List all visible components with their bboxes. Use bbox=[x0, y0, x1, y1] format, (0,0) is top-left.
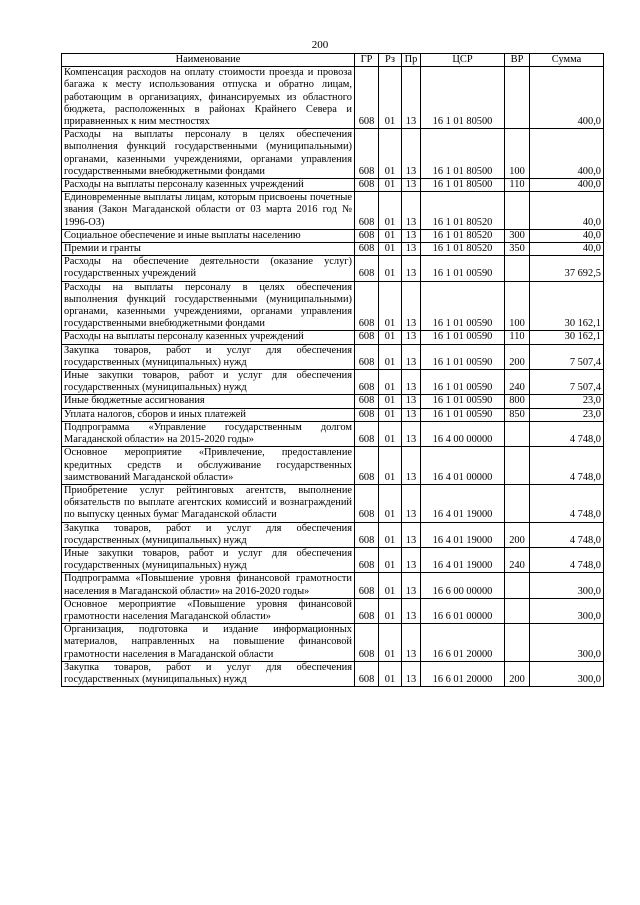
row-vr bbox=[505, 573, 530, 598]
row-csr: 16 1 01 80520 bbox=[421, 192, 505, 230]
table-row bbox=[62, 395, 604, 408]
row-rz: 01 bbox=[379, 370, 402, 395]
row-rz: 01 bbox=[379, 395, 402, 408]
row-name: Закупка товаров, работ и услуг для обеспечения государственных (муниципальных) нужд bbox=[62, 522, 355, 547]
row-pr: 13 bbox=[402, 547, 421, 572]
row-vr: 240 bbox=[505, 547, 530, 572]
table-row bbox=[62, 447, 604, 485]
row-rz: 01 bbox=[379, 344, 402, 369]
table-row bbox=[62, 573, 604, 598]
row-vr: 850 bbox=[505, 408, 530, 421]
table-row bbox=[62, 370, 604, 395]
header-sum: Сумма bbox=[530, 54, 604, 67]
table-row bbox=[62, 344, 604, 369]
row-vr bbox=[505, 624, 530, 662]
table-row bbox=[62, 331, 604, 344]
row-name: Расходы на выплаты персоналу казенных учреждений bbox=[62, 179, 355, 192]
row-sum: 40,0 bbox=[530, 229, 604, 242]
row-sum: 4 748,0 bbox=[530, 447, 604, 485]
table-row bbox=[62, 624, 604, 662]
row-pr: 13 bbox=[402, 129, 421, 179]
row-vr: 100 bbox=[505, 129, 530, 179]
row-rz: 01 bbox=[379, 179, 402, 192]
row-csr: 16 1 01 00590 bbox=[421, 331, 505, 344]
row-name: Основное мероприятие «Привлечение, предоставление кредитных средств и обслуживание государственных заимствований Магаданской области» bbox=[62, 447, 355, 485]
row-vr: 240 bbox=[505, 370, 530, 395]
row-pr: 13 bbox=[402, 408, 421, 421]
row-vr: 300 bbox=[505, 229, 530, 242]
row-vr: 350 bbox=[505, 243, 530, 256]
row-csr: 16 6 00 00000 bbox=[421, 573, 505, 598]
row-name: Приобретение услуг рейтинговых агентств, выполнение обязательств по выплате агентских комиссий и вознаграждений по выпуску ценных бумаг Магаданской области bbox=[62, 484, 355, 522]
table-row bbox=[62, 547, 604, 572]
row-gr: 608 bbox=[355, 484, 379, 522]
row-vr: 800 bbox=[505, 395, 530, 408]
row-pr: 13 bbox=[402, 370, 421, 395]
row-name: Расходы на выплаты персоналу казенных учреждений bbox=[62, 331, 355, 344]
row-rz: 01 bbox=[379, 661, 402, 686]
row-pr: 13 bbox=[402, 421, 421, 446]
row-csr: 16 6 01 20000 bbox=[421, 661, 505, 686]
header-name: Наименование bbox=[62, 54, 355, 67]
row-pr: 13 bbox=[402, 281, 421, 331]
row-name: Социальное обеспечение и иные выплаты населению bbox=[62, 229, 355, 242]
row-name: Премии и гранты bbox=[62, 243, 355, 256]
table-row bbox=[62, 661, 604, 686]
row-name: Расходы на выплаты персоналу в целях обеспечения выполнения функций государственными (муниципальными) органами, казенными учреждениями, органами управления государственными внебюджетными фондами bbox=[62, 129, 355, 179]
table-row bbox=[62, 256, 604, 281]
row-vr bbox=[505, 192, 530, 230]
row-sum: 4 748,0 bbox=[530, 421, 604, 446]
row-gr: 608 bbox=[355, 67, 379, 129]
row-name: Расходы на выплаты персоналу в целях обеспечения выполнения функций государственными (муниципальными) органами, казенными учреждениями, органами управления государственными внебюджетными фондами bbox=[62, 281, 355, 331]
header-gr: ГР bbox=[355, 54, 379, 67]
table-body bbox=[62, 67, 604, 687]
row-vr bbox=[505, 421, 530, 446]
row-pr: 13 bbox=[402, 344, 421, 369]
row-csr: 16 6 01 20000 bbox=[421, 624, 505, 662]
row-rz: 01 bbox=[379, 67, 402, 129]
header-csr: ЦСР bbox=[421, 54, 505, 67]
row-pr: 13 bbox=[402, 447, 421, 485]
row-gr: 608 bbox=[355, 229, 379, 242]
row-gr: 608 bbox=[355, 573, 379, 598]
row-sum: 400,0 bbox=[530, 179, 604, 192]
row-gr: 608 bbox=[355, 547, 379, 572]
row-csr: 16 1 01 00590 bbox=[421, 395, 505, 408]
row-pr: 13 bbox=[402, 661, 421, 686]
row-sum: 300,0 bbox=[530, 661, 604, 686]
row-sum: 400,0 bbox=[530, 129, 604, 179]
row-csr: 16 1 01 00590 bbox=[421, 344, 505, 369]
table-row bbox=[62, 67, 604, 129]
table-row bbox=[62, 179, 604, 192]
row-rz: 01 bbox=[379, 331, 402, 344]
row-vr: 110 bbox=[505, 331, 530, 344]
row-rz: 01 bbox=[379, 229, 402, 242]
row-rz: 01 bbox=[379, 484, 402, 522]
row-gr: 608 bbox=[355, 129, 379, 179]
row-name: Компенсация расходов на оплату стоимости проезда и провоза багажа к месту использования отпуска и обратно лицам, работающим в организациях, финансируемых из областного бюджета, расположенных в районах Крайнего Севера и приравненных к ним местностях bbox=[62, 67, 355, 129]
row-sum: 40,0 bbox=[530, 243, 604, 256]
row-csr: 16 1 01 00590 bbox=[421, 408, 505, 421]
row-vr bbox=[505, 447, 530, 485]
row-pr: 13 bbox=[402, 573, 421, 598]
row-pr: 13 bbox=[402, 331, 421, 344]
row-sum: 4 748,0 bbox=[530, 522, 604, 547]
row-name: Иные закупки товаров, работ и услуг для обеспечения государственных (муниципальных) нужд bbox=[62, 370, 355, 395]
row-name: Подпрограмма «Управление государственным долгом Магаданской области» на 2015-2020 годы» bbox=[62, 421, 355, 446]
row-sum: 4 748,0 bbox=[530, 547, 604, 572]
row-vr: 200 bbox=[505, 344, 530, 369]
row-sum: 37 692,5 bbox=[530, 256, 604, 281]
row-rz: 01 bbox=[379, 243, 402, 256]
row-sum: 30 162,1 bbox=[530, 281, 604, 331]
row-pr: 13 bbox=[402, 256, 421, 281]
row-csr: 16 4 01 00000 bbox=[421, 447, 505, 485]
row-pr: 13 bbox=[402, 598, 421, 623]
row-gr: 608 bbox=[355, 256, 379, 281]
row-vr bbox=[505, 598, 530, 623]
row-pr: 13 bbox=[402, 67, 421, 129]
row-name: Основное мероприятие «Повышение уровня финансовой грамотности населения Магаданской области» bbox=[62, 598, 355, 623]
table-header-row bbox=[62, 54, 604, 67]
row-gr: 608 bbox=[355, 331, 379, 344]
table-row bbox=[62, 229, 604, 242]
row-csr: 16 1 01 80520 bbox=[421, 229, 505, 242]
row-csr: 16 1 01 80500 bbox=[421, 129, 505, 179]
row-vr bbox=[505, 256, 530, 281]
row-sum: 30 162,1 bbox=[530, 331, 604, 344]
row-sum: 7 507,4 bbox=[530, 370, 604, 395]
row-gr: 608 bbox=[355, 522, 379, 547]
row-rz: 01 bbox=[379, 256, 402, 281]
row-sum: 300,0 bbox=[530, 573, 604, 598]
row-rz: 01 bbox=[379, 573, 402, 598]
row-vr: 100 bbox=[505, 281, 530, 331]
row-gr: 608 bbox=[355, 624, 379, 662]
row-csr: 16 1 01 80500 bbox=[421, 179, 505, 192]
row-csr: 16 1 01 80520 bbox=[421, 243, 505, 256]
row-rz: 01 bbox=[379, 547, 402, 572]
row-pr: 13 bbox=[402, 624, 421, 662]
table-row bbox=[62, 598, 604, 623]
row-name: Расходы на обеспечение деятельности (оказание услуг) государственных учреждений bbox=[62, 256, 355, 281]
table-row bbox=[62, 421, 604, 446]
table-row bbox=[62, 408, 604, 421]
row-csr: 16 4 01 19000 bbox=[421, 484, 505, 522]
row-sum: 23,0 bbox=[530, 395, 604, 408]
row-sum: 7 507,4 bbox=[530, 344, 604, 369]
row-name: Единовременные выплаты лицам, которым присвоены почетные звания (Закон Магаданской области от 03 марта 2016 год № 1996-ОЗ) bbox=[62, 192, 355, 230]
row-gr: 608 bbox=[355, 192, 379, 230]
row-vr: 110 bbox=[505, 179, 530, 192]
row-sum: 40,0 bbox=[530, 192, 604, 230]
row-rz: 01 bbox=[379, 192, 402, 230]
row-pr: 13 bbox=[402, 522, 421, 547]
row-vr: 200 bbox=[505, 522, 530, 547]
row-rz: 01 bbox=[379, 624, 402, 662]
row-gr: 608 bbox=[355, 281, 379, 331]
row-gr: 608 bbox=[355, 661, 379, 686]
row-csr: 16 1 01 00590 bbox=[421, 370, 505, 395]
row-gr: 608 bbox=[355, 179, 379, 192]
row-sum: 23,0 bbox=[530, 408, 604, 421]
row-pr: 13 bbox=[402, 243, 421, 256]
row-gr: 608 bbox=[355, 395, 379, 408]
row-sum: 300,0 bbox=[530, 598, 604, 623]
table-row bbox=[62, 281, 604, 331]
row-name: Организация, подготовка и издание информационных материалов, направленных на повышение финансовой грамотности населения в Магаданской области bbox=[62, 624, 355, 662]
row-gr: 608 bbox=[355, 421, 379, 446]
row-name: Иные бюджетные ассигнования bbox=[62, 395, 355, 408]
row-pr: 13 bbox=[402, 484, 421, 522]
row-gr: 608 bbox=[355, 243, 379, 256]
table-row bbox=[62, 129, 604, 179]
row-gr: 608 bbox=[355, 598, 379, 623]
row-rz: 01 bbox=[379, 281, 402, 331]
row-name: Подпрограмма «Повышение уровня финансовой грамотности населения в Магаданской области» на 2016-2020 годы» bbox=[62, 573, 355, 598]
header-vr: ВР bbox=[505, 54, 530, 67]
row-csr: 16 4 01 19000 bbox=[421, 522, 505, 547]
row-name: Закупка товаров, работ и услуг для обеспечения государственных (муниципальных) нужд bbox=[62, 344, 355, 369]
row-csr: 16 1 01 00590 bbox=[421, 281, 505, 331]
header-rz: Рз bbox=[379, 54, 402, 67]
row-pr: 13 bbox=[402, 192, 421, 230]
table-row bbox=[62, 522, 604, 547]
row-pr: 13 bbox=[402, 395, 421, 408]
row-csr: 16 1 01 00590 bbox=[421, 256, 505, 281]
row-rz: 01 bbox=[379, 408, 402, 421]
row-csr: 16 4 01 19000 bbox=[421, 547, 505, 572]
row-rz: 01 bbox=[379, 421, 402, 446]
page-number: 200 bbox=[311, 39, 329, 51]
table-row bbox=[62, 192, 604, 230]
row-name: Уплата налогов, сборов и иных платежей bbox=[62, 408, 355, 421]
row-csr: 16 6 01 00000 bbox=[421, 598, 505, 623]
row-vr bbox=[505, 484, 530, 522]
header-pr: Пр bbox=[402, 54, 421, 67]
row-sum: 400,0 bbox=[530, 67, 604, 129]
row-rz: 01 bbox=[379, 447, 402, 485]
row-vr bbox=[505, 67, 530, 129]
row-pr: 13 bbox=[402, 229, 421, 242]
row-sum: 300,0 bbox=[530, 624, 604, 662]
row-csr: 16 1 01 80500 bbox=[421, 67, 505, 129]
budget-table bbox=[61, 53, 604, 687]
row-sum: 4 748,0 bbox=[530, 484, 604, 522]
row-gr: 608 bbox=[355, 408, 379, 421]
table-row bbox=[62, 484, 604, 522]
row-csr: 16 4 00 00000 bbox=[421, 421, 505, 446]
row-rz: 01 bbox=[379, 522, 402, 547]
table-row bbox=[62, 243, 604, 256]
row-pr: 13 bbox=[402, 179, 421, 192]
row-name: Иные закупки товаров, работ и услуг для обеспечения государственных (муниципальных) нужд bbox=[62, 547, 355, 572]
row-gr: 608 bbox=[355, 344, 379, 369]
row-gr: 608 bbox=[355, 370, 379, 395]
row-name: Закупка товаров, работ и услуг для обеспечения государственных (муниципальных) нужд bbox=[62, 661, 355, 686]
row-gr: 608 bbox=[355, 447, 379, 485]
row-rz: 01 bbox=[379, 598, 402, 623]
row-vr: 200 bbox=[505, 661, 530, 686]
row-rz: 01 bbox=[379, 129, 402, 179]
